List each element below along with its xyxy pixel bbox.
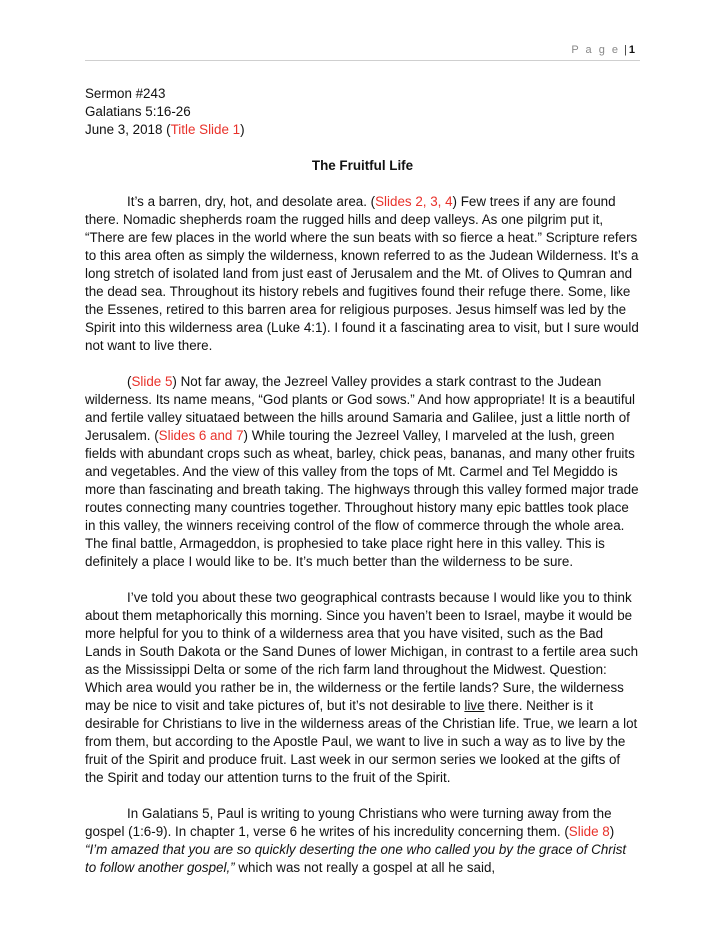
paragraph-1 [85,193,640,355]
paragraphs [85,193,640,877]
slide-reference: Slides 2, 3, 4 [375,194,453,209]
date-close: ) [240,122,245,137]
paragraph-text: ) While touring the Jezreel Valley, I marveled at the lush, green fields with abundant crops such as wheat, barley, chick peas, bananas, and many other fruits and vegetables. And the view of this valley from the tops of Mt. Carmel and Tel Megiddo is more than fascinating and breath taking. The highways through this valley formed major trade routes connecting many countries together. Throughout history many epic battles took place in this valley, the winners receiving control of the flow of commerce through the whole area. The final battle, Armageddon, is prophesied to take place right here in this valley. This is definitely a place I would like to be. It’s much better than the wilderness to be sure. [85,428,639,569]
paragraph-text: It’s a barren, dry, hot, and desolate area. ( [127,194,376,209]
italic-quote: “I’m amazed that you are so quickly deserting the one who called you by the grace of Christ to follow another gospel,” [85,842,627,875]
page-number: 1 [628,44,635,56]
scripture-reference: Galatians 5:16-26 [85,104,191,119]
paragraph-text: ) [609,824,615,839]
sermon-number: Sermon #243 [85,86,166,101]
page-separator: | [624,44,627,56]
paragraph-text: which was not really a gospel at all he said, [234,860,496,875]
paragraph-text: I’ve told you about these two geographical contrasts because I would like you to think about them metaphorically this morning. Since you haven’t been to Israel, maybe it would be more helpful for you to think of a wilderness area that you have visited, such as the Bad Lands in South Dakota or the Sand Dunes of lower Michigan, in contrast to a fertile area such as the Mississippi Delta or some of the rich farm land throughout the Midwest. Question: Which area would you rather be in, the wilderness or the fertile lands? Sure, the wilderness may be nice to visit and take pictures of, but it’s not desirable to [85,590,639,713]
slide-reference: Slides 6 and 7 [158,428,244,443]
paragraph-text: ) Few trees if any are found there. Nomadic shepherds roam the rugged hills and deep valleys. As one pilgrim put it, “There are few places in the world where the sun beats with so fierce a heat.” Scripture refers to this area often as simply the wilderness, known referred to as the Judean Wilderness. It’s a long stretch of isolated land from just east of Jerusalem and the Mt. of Olives to Qumran and the dead sea. Throughout its history rebels and fugitives found their refuge there. Some, like the Essenes, retired to this barren area for religious purposes. Jesus himself was led by the Spirit into this wilderness area (Luke 4:1). I found it a fascinating area to visit, but I sure would not want to live there. [85,194,639,353]
date-text: June 3, 2018 ( [85,122,171,137]
slide-reference: Slide 8 [568,824,610,839]
header-rule [85,60,640,61]
title-slide-reference: Title Slide 1 [170,122,241,137]
sermon-title: The Fruitful Life [311,158,414,173]
paragraph-text: ) Not far away, the Jezreel Valley provides a stark contrast to the Judean wilderness. Its name means, “God plants or God sows.” And how appropriate! It is a beautiful and fertile valley situataed between the hills around Samaria and Galilee, just a little north of Jerusalem. ( [85,374,636,443]
paragraph-text: ( [127,374,132,389]
slide-reference: Slide 5 [131,374,173,389]
sermon-date [85,121,640,139]
document-body [85,85,640,895]
page-header [571,44,635,56]
paragraph-text: In Galatians 5, Paul is writing to young Christians who were turning away from the gospel (1:6-9). In chapter 1, verse 6 he writes of his incredulity concerning them. ( [85,806,612,839]
paragraph-text: there. Neither is it desirable for Christians to live in the wilderness areas of the Christian life. True, we learn a lot from them, but according to the Apostle Paul, we want to live in such a way as to live by the fruit of the Spirit and produce fruit. Last week in our sermon series we looked at the gifts of the Spirit and today our attention turns to the fruit of the Spirit. [85,698,638,785]
page-word: P a g e [571,44,621,56]
paragraph-2 [85,373,640,571]
paragraph-3 [85,589,640,787]
underlined-text: live [464,698,485,713]
paragraph-4 [85,805,640,877]
